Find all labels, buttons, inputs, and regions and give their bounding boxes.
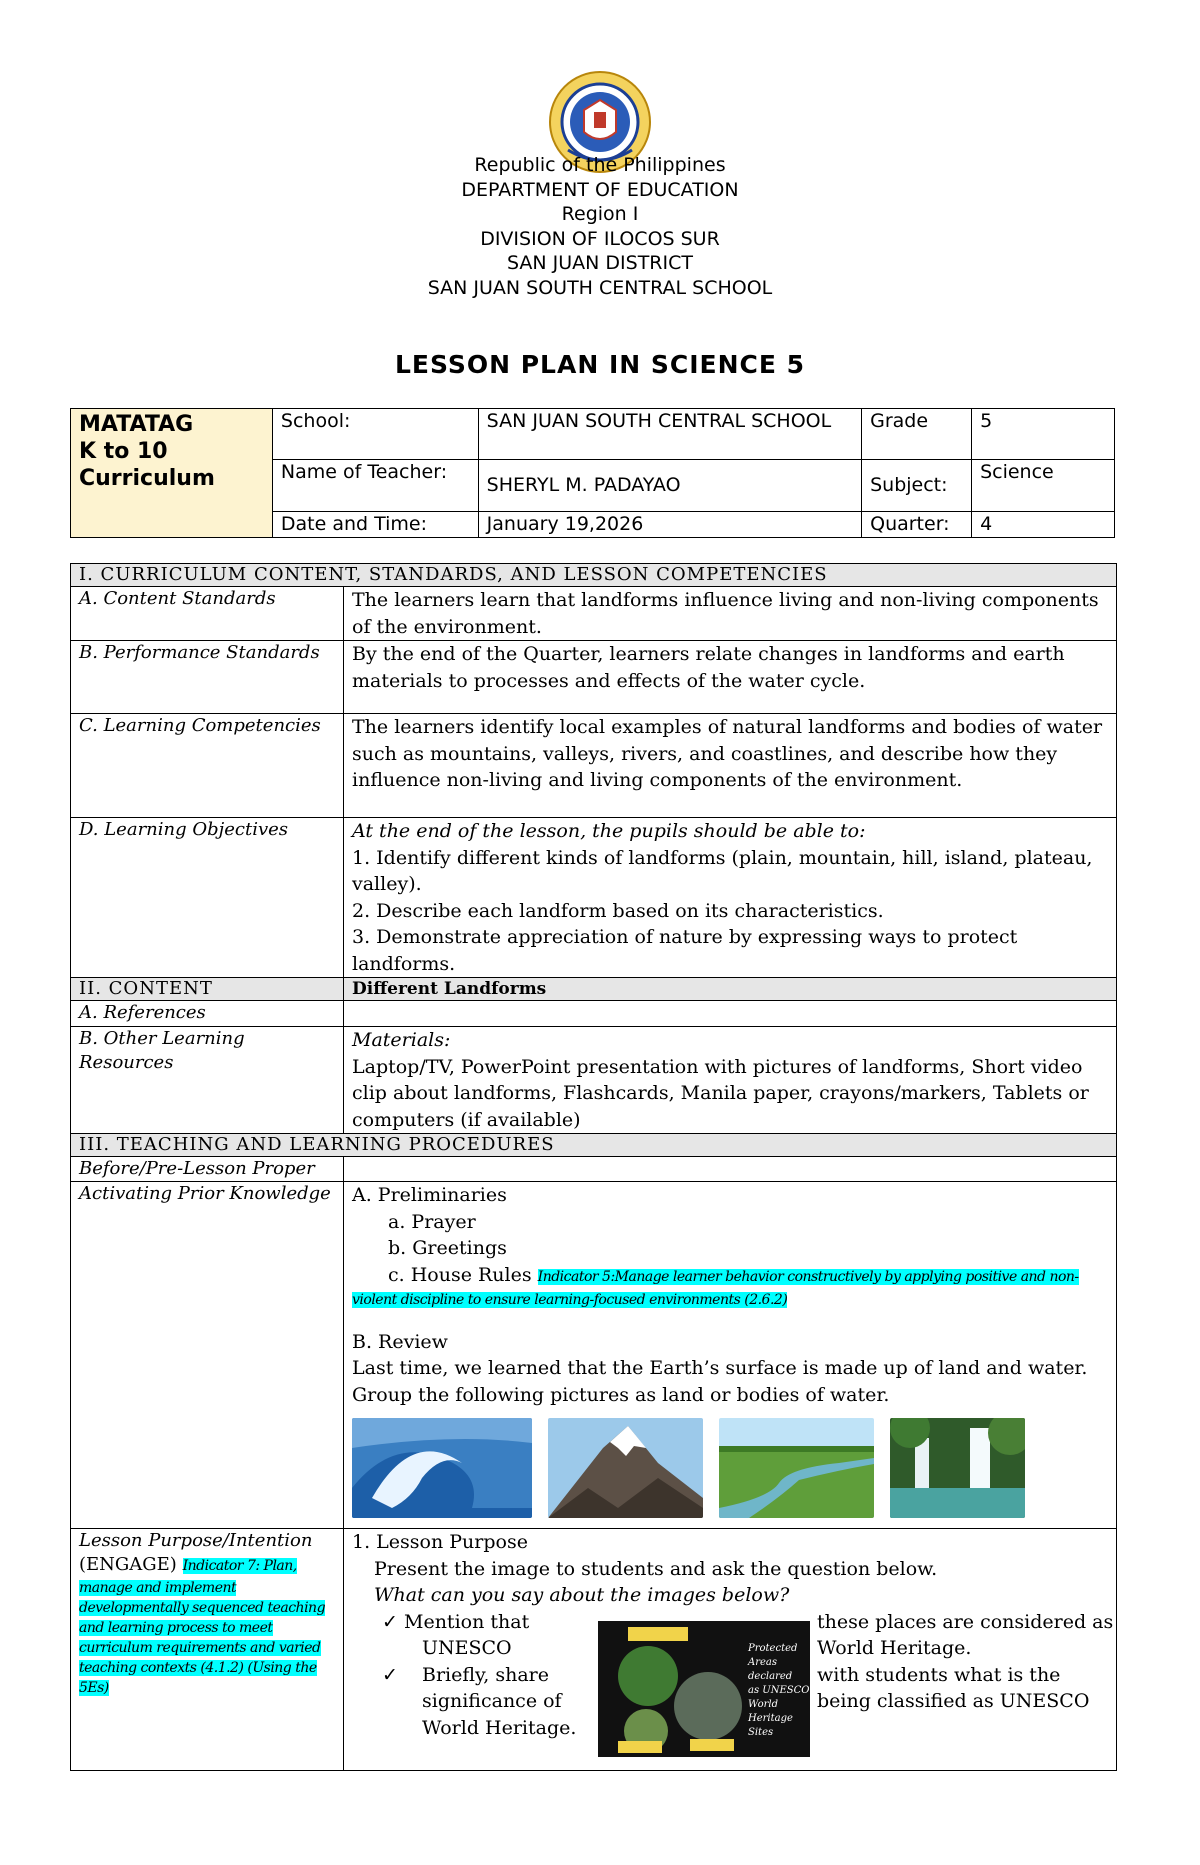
curriculum-line-3: Curriculum — [79, 466, 215, 491]
teacher-value: SHERYL M. PADAYAO — [478, 460, 861, 512]
grade-value: 5 — [972, 409, 1115, 460]
indicator-7-highlight: Indicator 7: Plan, manage and implement developmentally sequenced teaching and learning process to meet curriculum requirements and varied teaching contexts (4.1.2) (Using the 5Es) — [79, 1558, 326, 1696]
section-3-heading: III. TEACHING AND LEARNING PROCEDURES — [71, 1134, 1117, 1157]
objective-1: 1. Identify different kinds of landforms (plain, mountain, hill, island, plateau, valley). — [352, 846, 1093, 895]
school-header — [0, 153, 1200, 301]
check-icon: ✓ — [382, 1663, 398, 1686]
document-title: LESSON PLAN IN SCIENCE 5 — [394, 350, 806, 379]
check-item-1b: UNESCO — [422, 1637, 512, 1659]
objective-2: 2. Describe each landform based on its characteristics. — [352, 899, 884, 922]
date-label: Date and Time: — [272, 512, 478, 538]
check-list-right — [817, 1609, 1117, 1715]
quarter-label: Quarter: — [862, 512, 972, 538]
other-resources-label: B. Other Learning Resources — [71, 1027, 344, 1134]
learning-objectives-label: D. Learning Objectives — [71, 818, 344, 978]
house-rules-item: c. House Rules — [388, 1263, 532, 1286]
subject-label: Subject: — [862, 460, 972, 512]
section-1-heading: I. CURRICULUM CONTENT, STANDARDS, AND LESSON COMPETENCIES — [71, 564, 1117, 587]
section-row — [71, 564, 1117, 587]
learning-competencies-label: C. Learning Competencies — [71, 714, 344, 818]
activating-prior-knowledge-label: Activating Prior Knowledge — [71, 1182, 344, 1529]
lesson-purpose-label-cell — [71, 1529, 344, 1771]
header-line-6: SAN JUAN SOUTH CENTRAL SCHOOL — [427, 276, 773, 299]
check-item-2: Briefly, share — [422, 1663, 549, 1686]
before-lesson-value — [344, 1157, 1117, 1182]
preliminaries-heading: A. Preliminaries — [352, 1184, 507, 1206]
objectives-intro: At the end of the lesson, the pupils should be able to: — [352, 820, 866, 842]
info-table — [70, 408, 1115, 538]
activating-prior-knowledge-cell — [344, 1182, 1117, 1529]
before-lesson-label: Before/Pre-Lesson Proper — [71, 1157, 344, 1182]
check-item-1: Mention that — [404, 1610, 530, 1633]
lesson-plan-table — [70, 563, 1117, 1771]
greetings-item: b. Greetings — [388, 1237, 507, 1259]
content-standards-label: A. Content Standards — [71, 587, 344, 641]
references-label: A. References — [71, 1001, 344, 1027]
learning-competencies-text: The learners identify local examples of natural landforms and bodies of water such as mountains, valleys, rivers, and coastlines, and describe how they influence non-living and living components of the environment. — [344, 714, 1117, 818]
wave-picture — [352, 1418, 532, 1518]
header-line-5: SAN JUAN DISTRICT — [506, 252, 693, 275]
other-resources-cell — [344, 1027, 1117, 1134]
quarter-value: 4 — [972, 512, 1115, 538]
section-2-heading: II. CONTENT — [71, 978, 344, 1001]
content-value: Different Landforms — [344, 978, 1117, 1001]
references-value — [344, 1001, 1117, 1027]
waterfall-picture — [890, 1418, 1025, 1518]
lesson-purpose-title: 1. Lesson Purpose — [352, 1531, 528, 1553]
date-value: January 19,2026 — [478, 512, 861, 538]
school-value: SAN JUAN SOUTH CENTRAL SCHOOL — [478, 409, 861, 460]
right-text-2: World Heritage. — [817, 1637, 972, 1659]
review-text-2: Group the following pictures as land or bodies of water. — [352, 1383, 890, 1406]
header-line-4: DIVISION OF ILOCOS SUR — [480, 227, 720, 250]
content-standards-text: The learners learn that landforms influence living and non-living components of the environment. — [344, 587, 1117, 641]
school-label: School: — [272, 409, 478, 460]
review-heading: B. Review — [352, 1330, 448, 1353]
river-picture — [719, 1418, 874, 1518]
header-line-1: Republic of the Philippines — [474, 154, 726, 176]
indicator-5-highlight: Indicator 5:Manage learner behavior constructively by applying positive and non-violent discipline to ensure learning-focused environments (2.6.2) — [352, 1268, 1079, 1308]
curriculum-line-1: MATATAG — [79, 412, 194, 437]
check-item-2b: significance of — [422, 1690, 562, 1712]
mountain-picture — [548, 1418, 703, 1518]
teacher-label: Name of Teacher: — [272, 460, 478, 512]
performance-standards-text: By the end of the Quarter, learners relate changes in landforms and earth materials to processes and effects of the water cycle. — [344, 641, 1117, 714]
objective-3: 3. Demonstrate appreciation of nature by expressing ways to protect landforms. — [352, 926, 1018, 975]
lesson-purpose-question: What can you say about the images below? — [374, 1584, 790, 1606]
lesson-purpose-text: Present the image to students and ask the question below. — [374, 1557, 938, 1580]
subject-value: Science — [972, 460, 1115, 512]
grade-label: Grade — [862, 409, 972, 460]
materials-label: Materials: — [352, 1029, 451, 1051]
check-list-left — [382, 1609, 582, 1742]
check-item-2c: World Heritage. — [422, 1716, 577, 1739]
learning-objectives-cell — [344, 818, 1117, 978]
curriculum-line-2: K to 10 — [79, 439, 168, 464]
poster-title-text: Protected Areas declared as UNESCO World Heritage Sites — [748, 1642, 810, 1738]
review-text-1: Last time, we learned that the Earth’s surface is made up of land and water. — [352, 1357, 1088, 1379]
header-line-2: DEPARTMENT OF EDUCATION — [461, 178, 739, 201]
lesson-purpose-cell — [344, 1529, 1117, 1771]
materials-text: Laptop/TV, PowerPoint presentation with pictures of landforms, Short video clip about landforms, Flashcards, Manila paper, crayons/markers, Tablets or computers (if available) — [352, 1055, 1089, 1131]
header-line-3: Region I — [561, 203, 639, 226]
performance-standards-label: B. Performance Standards — [71, 641, 344, 714]
curriculum-cell — [71, 409, 273, 538]
right-text-3: with students what is the — [817, 1663, 1061, 1686]
right-text-1: these places are considered as — [817, 1610, 1114, 1633]
engage-label: (ENGAGE) — [79, 1554, 177, 1575]
prayer-item: a. Prayer — [388, 1210, 476, 1233]
right-text-4: being classified as UNESCO — [817, 1690, 1090, 1712]
unesco-poster-image — [598, 1621, 810, 1757]
review-pictures — [352, 1418, 1108, 1518]
check-icon: ✓ — [382, 1610, 398, 1633]
lesson-purpose-label: Lesson Purpose/Intention — [79, 1530, 313, 1551]
